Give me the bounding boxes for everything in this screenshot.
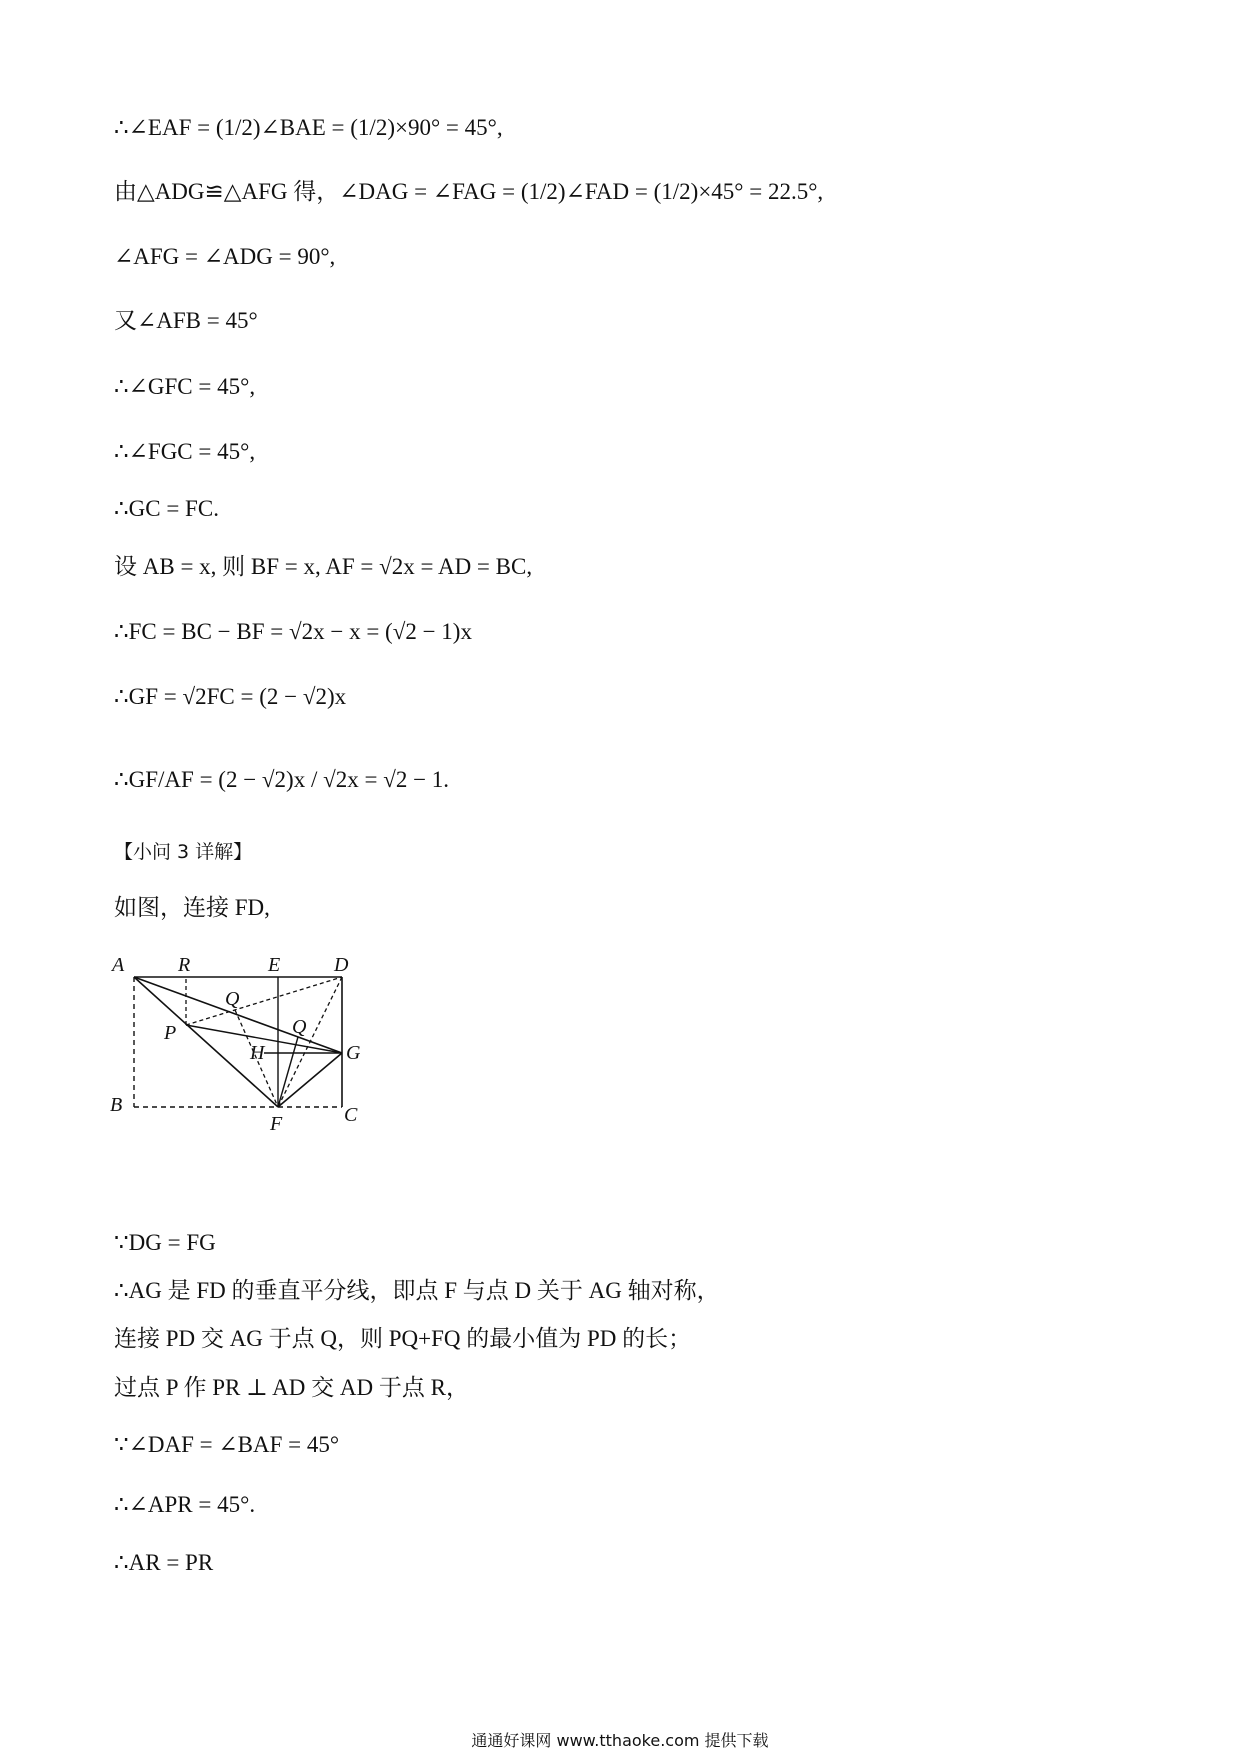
label-a: A xyxy=(112,954,125,976)
line-10: ∴GF = √2FC = (2 − √2)x xyxy=(114,684,347,709)
section-heading: 【小问 3 详解】 xyxy=(114,841,253,863)
segment-df xyxy=(278,977,342,1107)
line-2: 由△ADG≌△AFG 得，∠DAG = ∠FAG = (1/2)∠FAD = (1/2)×45° = 22.5°, xyxy=(114,179,824,204)
geometry-figure xyxy=(100,945,400,1160)
line-7: ∴GC = FC. xyxy=(114,496,219,521)
line-11: ∴GF/AF = (2 − √2)x / √2x = √2 − 1. xyxy=(114,767,450,792)
label-p: P xyxy=(164,1022,177,1044)
label-h: H xyxy=(250,1042,265,1064)
segment-pd xyxy=(186,977,342,1025)
line-6: ∴∠FGC = 45°, xyxy=(114,439,256,464)
line-14: ∴AG 是 FD 的垂直平分线，即点 F 与点 D 关于 AG 轴对称， xyxy=(114,1278,720,1303)
line-5: ∴∠GFC = 45°, xyxy=(114,374,256,399)
segment-fg xyxy=(278,1053,342,1107)
label-c: C xyxy=(344,1104,358,1126)
label-r: R xyxy=(178,954,191,976)
label-q1: Q xyxy=(225,988,240,1010)
line-15: 连接 PD 交 AG 于点 Q，则 PQ+FQ 的最小值为 PD 的长； xyxy=(114,1326,692,1351)
line-4: 又∠AFB = 45° xyxy=(114,308,258,333)
label-d: D xyxy=(334,954,349,976)
page-footer: 通通好课网 www.tthaoke.com 提供下载 xyxy=(471,1731,769,1750)
label-e: E xyxy=(268,954,281,976)
line-18: ∴∠APR = 45°. xyxy=(114,1492,256,1517)
label-f: F xyxy=(270,1113,283,1135)
line-9: ∴FC = BC − BF = √2x − x = (√2 − 1)x xyxy=(114,619,472,644)
line-17: ∵∠DAF = ∠BAF = 45° xyxy=(114,1432,340,1457)
line-12: 如图，连接 FD, xyxy=(114,895,270,920)
line-8: 设 AB = x, 则 BF = x, AF = √2x = AD = BC, xyxy=(114,554,533,579)
label-b: B xyxy=(110,1094,123,1116)
figure-svg xyxy=(100,945,400,1160)
line-13: ∵DG = FG xyxy=(114,1230,216,1255)
label-g: G xyxy=(346,1042,361,1064)
label-q2: Q xyxy=(292,1016,307,1038)
line-19: ∴AR = PR xyxy=(114,1550,214,1575)
line-1: ∴∠EAF = (1/2)∠BAE = (1/2)×90° = 45°, xyxy=(114,115,503,140)
line-16: 过点 P 作 PR ⊥ AD 交 AD 于点 R， xyxy=(114,1375,469,1400)
line-3: ∠AFG = ∠ADG = 90°, xyxy=(114,244,336,269)
